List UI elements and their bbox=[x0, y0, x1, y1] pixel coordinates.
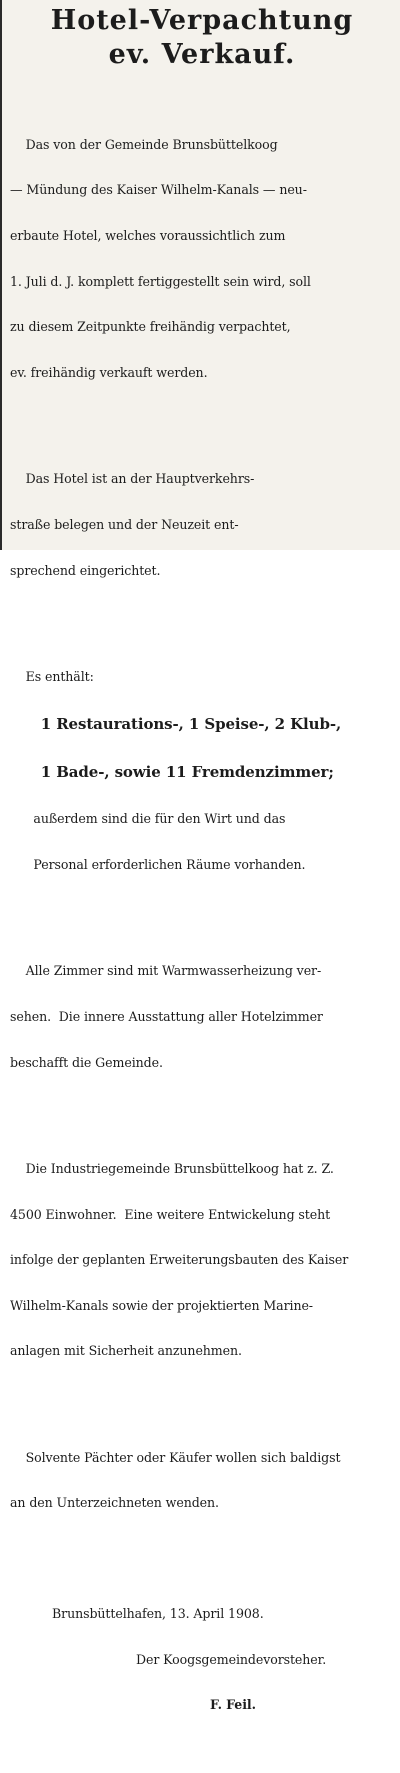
text-line: zu diesem Zeitpunkte freihändig verpachtet, bbox=[10, 319, 291, 335]
text-line: Alle Zimmer sind mit Warmwasserheizung ver- bbox=[10, 963, 322, 979]
paragraph-location bbox=[10, 441, 394, 608]
text-line: Das Hotel ist an der Hauptverkehrs- bbox=[10, 471, 255, 487]
text-line: Solvente Pächter oder Käufer wollen sich baldigst bbox=[10, 1449, 341, 1465]
text-line: an den Unterzeichneten wenden. bbox=[10, 1495, 219, 1511]
paragraph-heating bbox=[10, 933, 394, 1100]
headline-hotel-verpachtung: Hotel-Verpachtung bbox=[50, 5, 354, 36]
text-line: Personal erforderlichen Räume vorhanden. bbox=[10, 856, 306, 872]
paragraph-community bbox=[10, 1131, 394, 1389]
text-line: Die Industriegemeinde Brunsbüttelkoog hat z. Z. bbox=[10, 1161, 334, 1177]
rooms-list-line: 1 Restaurations-, 1 Speise-, 2 Klub-, bbox=[10, 714, 342, 733]
signature-title: Der Koogsgemeindevorsteher. bbox=[136, 1651, 327, 1667]
signature-name: F. Feil. bbox=[210, 1697, 256, 1713]
text-line: sehen. Die innere Ausstattung aller Hotelzimmer bbox=[10, 1008, 323, 1024]
text-line: außerdem sind die für den Wirt und das bbox=[10, 811, 286, 827]
paragraph-offer bbox=[10, 106, 394, 410]
closing bbox=[10, 1576, 394, 1743]
place-date: Brunsbüttelhafen, 13. April 1908. bbox=[52, 1605, 264, 1621]
text-line: anlagen mit Sicherheit anzunehmen. bbox=[10, 1343, 242, 1359]
advertisement-body bbox=[10, 76, 394, 1773]
text-line: Es enthält: bbox=[10, 668, 94, 684]
text-line: 1. Juli d. J. komplett fertiggestellt sein wird, soll bbox=[10, 273, 311, 289]
text-line: Wilhelm-Kanals sowie der projektierten Marine- bbox=[10, 1297, 313, 1313]
text-line: sprechend eingerichtet. bbox=[10, 562, 161, 578]
text-line: infolge der geplanten Erweiterungsbauten des Kaiser bbox=[10, 1252, 349, 1268]
text-line: beschafft die Gemeinde. bbox=[10, 1054, 163, 1070]
text-line: — Mündung des Kaiser Wilhelm-Kanals — neu- bbox=[10, 182, 307, 198]
text-line: ev. freihändig verkauft werden. bbox=[10, 364, 208, 380]
rooms-list-line: 1 Bade-, sowie 11 Fremdenzimmer; bbox=[10, 762, 334, 781]
text-line: erbaute Hotel, welches voraussichtlich zum bbox=[10, 228, 286, 244]
headline-ev-verkauf: ev. Verkauf. bbox=[108, 39, 296, 70]
paragraph-rooms bbox=[10, 639, 394, 903]
text-line: Das von der Gemeinde Brunsbüttelkoog bbox=[10, 136, 278, 152]
text-line: 4500 Einwohner. Eine weitere Entwickelung steht bbox=[10, 1206, 331, 1222]
paragraph-contact bbox=[10, 1419, 394, 1541]
text-line: straße belegen und der Neuzeit ent- bbox=[10, 516, 239, 532]
